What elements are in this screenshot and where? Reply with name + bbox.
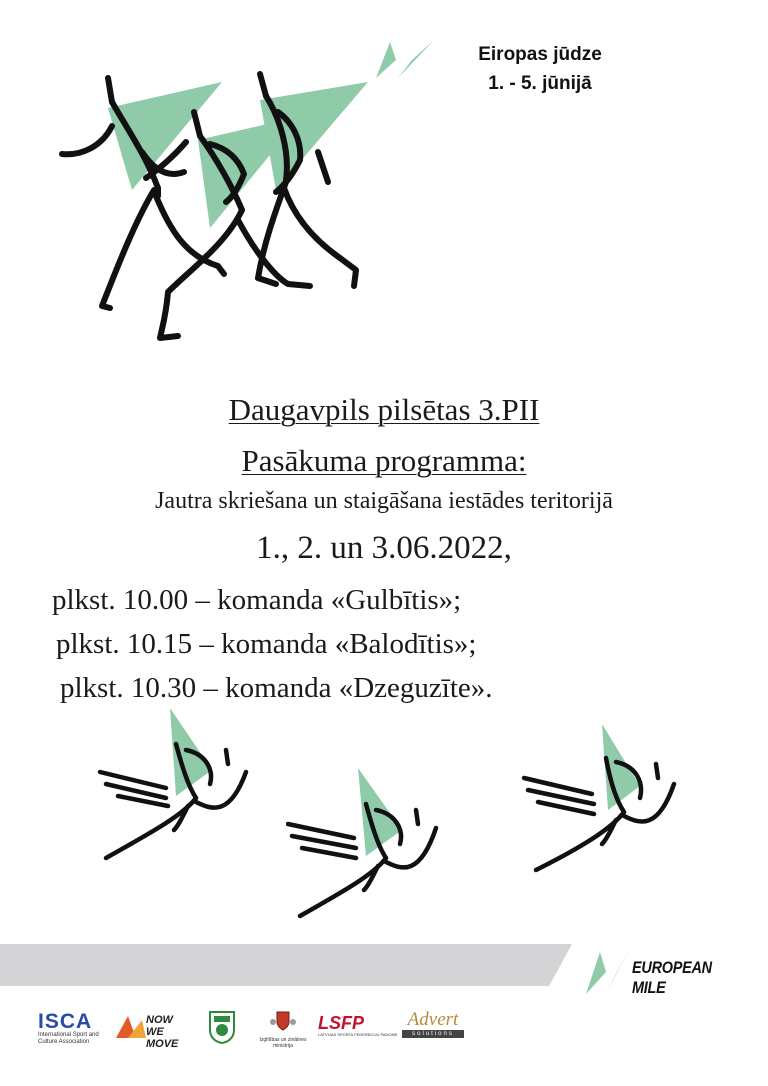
event-dates-heading: 1., 2. un 3.06.2022, bbox=[256, 530, 512, 566]
page-title bbox=[0, 392, 768, 428]
now-we-move-text: WE MOVE bbox=[146, 1026, 179, 1050]
advert-logo-text: Advert bbox=[407, 1009, 459, 1030]
title-line-1: Daugavpils pilsētas 3.PII bbox=[228, 392, 540, 427]
sprinter-icon bbox=[96, 706, 256, 866]
event-tag bbox=[440, 40, 640, 98]
now-we-move-logo bbox=[116, 1012, 196, 1050]
ministry-logo bbox=[258, 1010, 308, 1049]
now-we-move-text: NOW bbox=[146, 1014, 173, 1026]
european-mile-logo-icon bbox=[584, 946, 632, 998]
schedule-item: plkst. 10.15 – komanda «Balodītis»; bbox=[56, 628, 477, 660]
isca-logo-text: ISCA bbox=[38, 1010, 93, 1033]
brand-name: EUROPEAN MILE bbox=[632, 958, 712, 997]
sprinter-icon bbox=[520, 722, 680, 882]
advert-logo bbox=[402, 1010, 464, 1038]
coat-of-arms-icon bbox=[269, 1010, 297, 1032]
ministry-subtext: ministrija bbox=[273, 1043, 293, 1049]
runners-illustration bbox=[50, 60, 380, 360]
sprinter-icon bbox=[286, 766, 446, 926]
sport-club-shield-icon bbox=[208, 1010, 236, 1044]
title-line-2: Pasākuma programma: bbox=[241, 443, 527, 478]
isca-logo-subtext: Culture Association bbox=[38, 1039, 90, 1045]
advert-logo-subtext: solutions bbox=[402, 1030, 464, 1038]
isca-logo bbox=[38, 1012, 106, 1046]
footer-band bbox=[0, 944, 572, 986]
lsfp-logo-subtext: LATVIJAS SPORTA FEDERĀCIJU PADOME bbox=[318, 1032, 398, 1037]
event-dates: 1. - 5. jūnijā bbox=[488, 73, 592, 94]
ministry-subtext: Izglītības un zinātnes bbox=[259, 1037, 307, 1043]
now-we-move-icon bbox=[116, 1014, 148, 1040]
event-name: Eiropas jūdze bbox=[478, 44, 602, 65]
subtitle: Jautra skriešana un staigāšana iestādes teritorijā bbox=[155, 488, 613, 514]
schedule-item: plkst. 10.00 – komanda «Gulbītis»; bbox=[52, 584, 462, 616]
lsfp-logo bbox=[318, 1013, 398, 1038]
schedule-item: plkst. 10.30 – komanda «Dzeguzīte». bbox=[60, 672, 493, 704]
lsfp-logo-text: LSFP bbox=[318, 1013, 365, 1033]
isca-logo-subtext: International Sport and bbox=[38, 1032, 99, 1038]
program-heading bbox=[0, 443, 768, 479]
european-mile-logo-icon bbox=[372, 38, 438, 82]
